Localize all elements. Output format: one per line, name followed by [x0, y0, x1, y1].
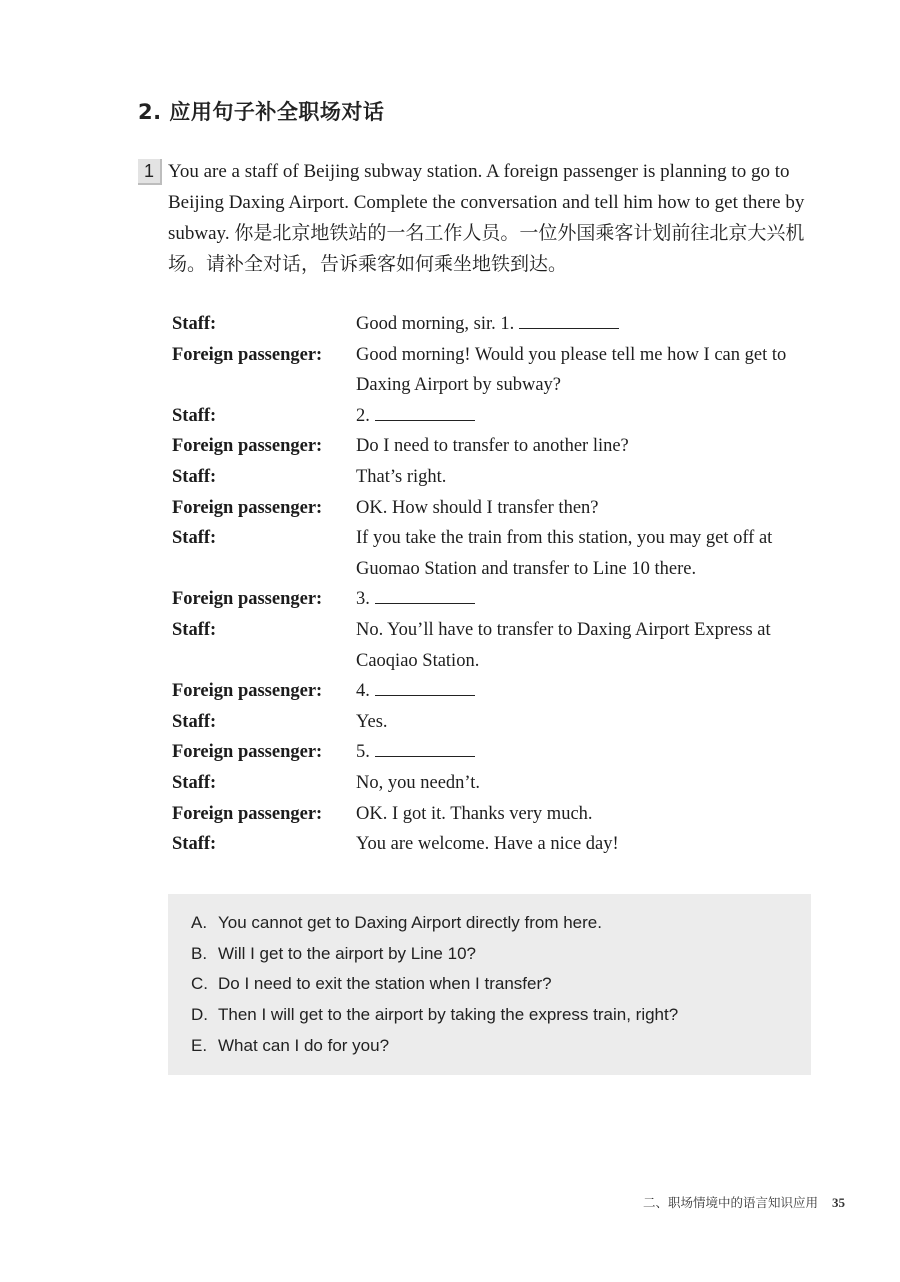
dialogue-text: Good morning! Would you please tell me how I can get to Daxing Airport by subway? — [356, 344, 787, 396]
dialogue-turn — [172, 523, 814, 584]
dialogue-turn — [172, 431, 814, 462]
speaker-label: Foreign passenger: — [172, 589, 323, 610]
dialogue-line — [356, 462, 814, 493]
speaker-label: Staff: — [172, 711, 217, 732]
dialogue-line — [356, 401, 814, 432]
dialogue-line — [356, 493, 814, 524]
dialogue-turn — [172, 829, 814, 860]
dialogue-text: No. You’ll have to transfer to Daxing Airport Express at Caoqiao Station. — [356, 619, 771, 671]
answer-blank[interactable] — [519, 310, 619, 329]
answer-option — [191, 1000, 811, 1031]
speaker-label: Foreign passenger: — [172, 436, 323, 457]
option-text: You cannot get to Daxing Airport directly from here. — [218, 913, 602, 932]
option-letter: D. — [191, 1005, 208, 1025]
option-letter: C. — [191, 974, 208, 994]
dialogue-turn — [172, 493, 814, 524]
dialogue-text: Do I need to transfer to another line? — [356, 436, 629, 457]
speaker-label: Staff: — [172, 834, 217, 855]
speaker-label: Foreign passenger: — [172, 803, 323, 824]
dialogue-turn — [172, 707, 814, 738]
answer-blank[interactable] — [375, 585, 475, 604]
speaker-label: Foreign passenger: — [172, 497, 323, 518]
dialogue-turn — [172, 340, 814, 401]
dialogue-line — [356, 737, 814, 768]
answer-option — [191, 969, 811, 1000]
dialogue-line — [356, 615, 814, 676]
answer-blank[interactable] — [375, 677, 475, 696]
chapter-title: 二、职场情境中的语言知识应用 — [642, 1195, 818, 1210]
dialogue-text: That’s right. — [356, 466, 447, 487]
dialogue-text: You are welcome. Have a nice day! — [356, 834, 619, 855]
dialogue-line — [356, 584, 814, 615]
dialogue-text: 2. — [356, 405, 370, 426]
dialogue-turn — [172, 737, 814, 768]
dialogue-text: 4. — [356, 681, 370, 702]
dialogue-text: If you take the train from this station, you may get off at Guomao Station and transfer to Line 10 there. — [356, 528, 773, 579]
speaker-label: Staff: — [172, 466, 217, 487]
speaker-label: Foreign passenger: — [172, 742, 323, 763]
dialogue-turn — [172, 768, 814, 799]
dialogue-line — [356, 523, 814, 584]
dialogue-turn — [172, 309, 814, 340]
option-text: Then I will get to the airport by taking the express train, right? — [218, 1005, 679, 1025]
dialogue-line — [356, 309, 814, 340]
dialogue-text: OK. I got it. Thanks very much. — [356, 803, 593, 824]
dialogue-line — [356, 340, 814, 401]
answer-option — [191, 939, 811, 970]
answer-blank[interactable] — [375, 402, 475, 421]
speaker-label: Foreign passenger: — [172, 344, 323, 365]
dialogue-line — [356, 707, 814, 738]
dialogue-turn — [172, 462, 814, 493]
option-letter: E. — [191, 1035, 208, 1055]
exercise-instruction — [138, 156, 813, 280]
dialogue-turn — [172, 615, 814, 676]
dialogue-line — [356, 799, 814, 830]
option-text: Will I get to the airport by Line 10? — [218, 943, 476, 963]
speaker-label: Staff: — [172, 619, 217, 640]
page-number: 35 — [832, 1195, 845, 1210]
dialogue-turn — [172, 401, 814, 432]
answer-blank[interactable] — [375, 738, 475, 757]
option-text: Do I need to exit the station when I transfer? — [218, 974, 552, 994]
dialogue-text: Yes. — [356, 711, 388, 732]
dialogue-text: Good morning, sir. 1. — [356, 314, 515, 334]
option-text: What can I do for you? — [218, 1035, 390, 1055]
speaker-label: Staff: — [172, 314, 217, 334]
speaker-label: Staff: — [172, 405, 217, 426]
dialogue-turn — [172, 584, 814, 615]
dialogue-line — [356, 768, 814, 799]
dialogue-text: No, you needn’t. — [356, 772, 480, 793]
dialogue-line — [356, 676, 814, 707]
answer-option — [191, 908, 811, 939]
speaker-label: Staff: — [172, 528, 217, 549]
option-letter: B. — [191, 943, 208, 963]
speaker-label: Foreign passenger: — [172, 681, 323, 702]
exercise-instruction-text: You are a staff of Beijing subway station. A foreign passenger is planning to go to Beijing Daxing Airport. Complete the conversation and tell him how to get there by subway. 你是北京地铁站的一名工作人员。一位外国乘客计划前往北京大兴机场。请补全对话，告诉乘客如何乘坐地铁到达。 — [168, 161, 805, 275]
dialogue-turn — [172, 676, 814, 707]
page-footer — [643, 1193, 845, 1211]
dialogue-line — [356, 829, 814, 860]
speaker-label: Staff: — [172, 772, 217, 793]
dialogue-turn — [172, 799, 814, 830]
dialogue-text: 5. — [356, 742, 370, 763]
dialogue-text: 3. — [356, 589, 370, 610]
option-letter: A. — [191, 913, 208, 932]
answer-options-box — [168, 894, 811, 1075]
exercise-number-badge: 1 — [138, 159, 162, 185]
answer-option — [191, 1031, 811, 1062]
dialogue — [172, 309, 814, 860]
section-title: 2. 应用句子补全职场对话 — [138, 100, 385, 124]
dialogue-text: OK. How should I transfer then? — [356, 497, 599, 518]
dialogue-line — [356, 431, 814, 462]
